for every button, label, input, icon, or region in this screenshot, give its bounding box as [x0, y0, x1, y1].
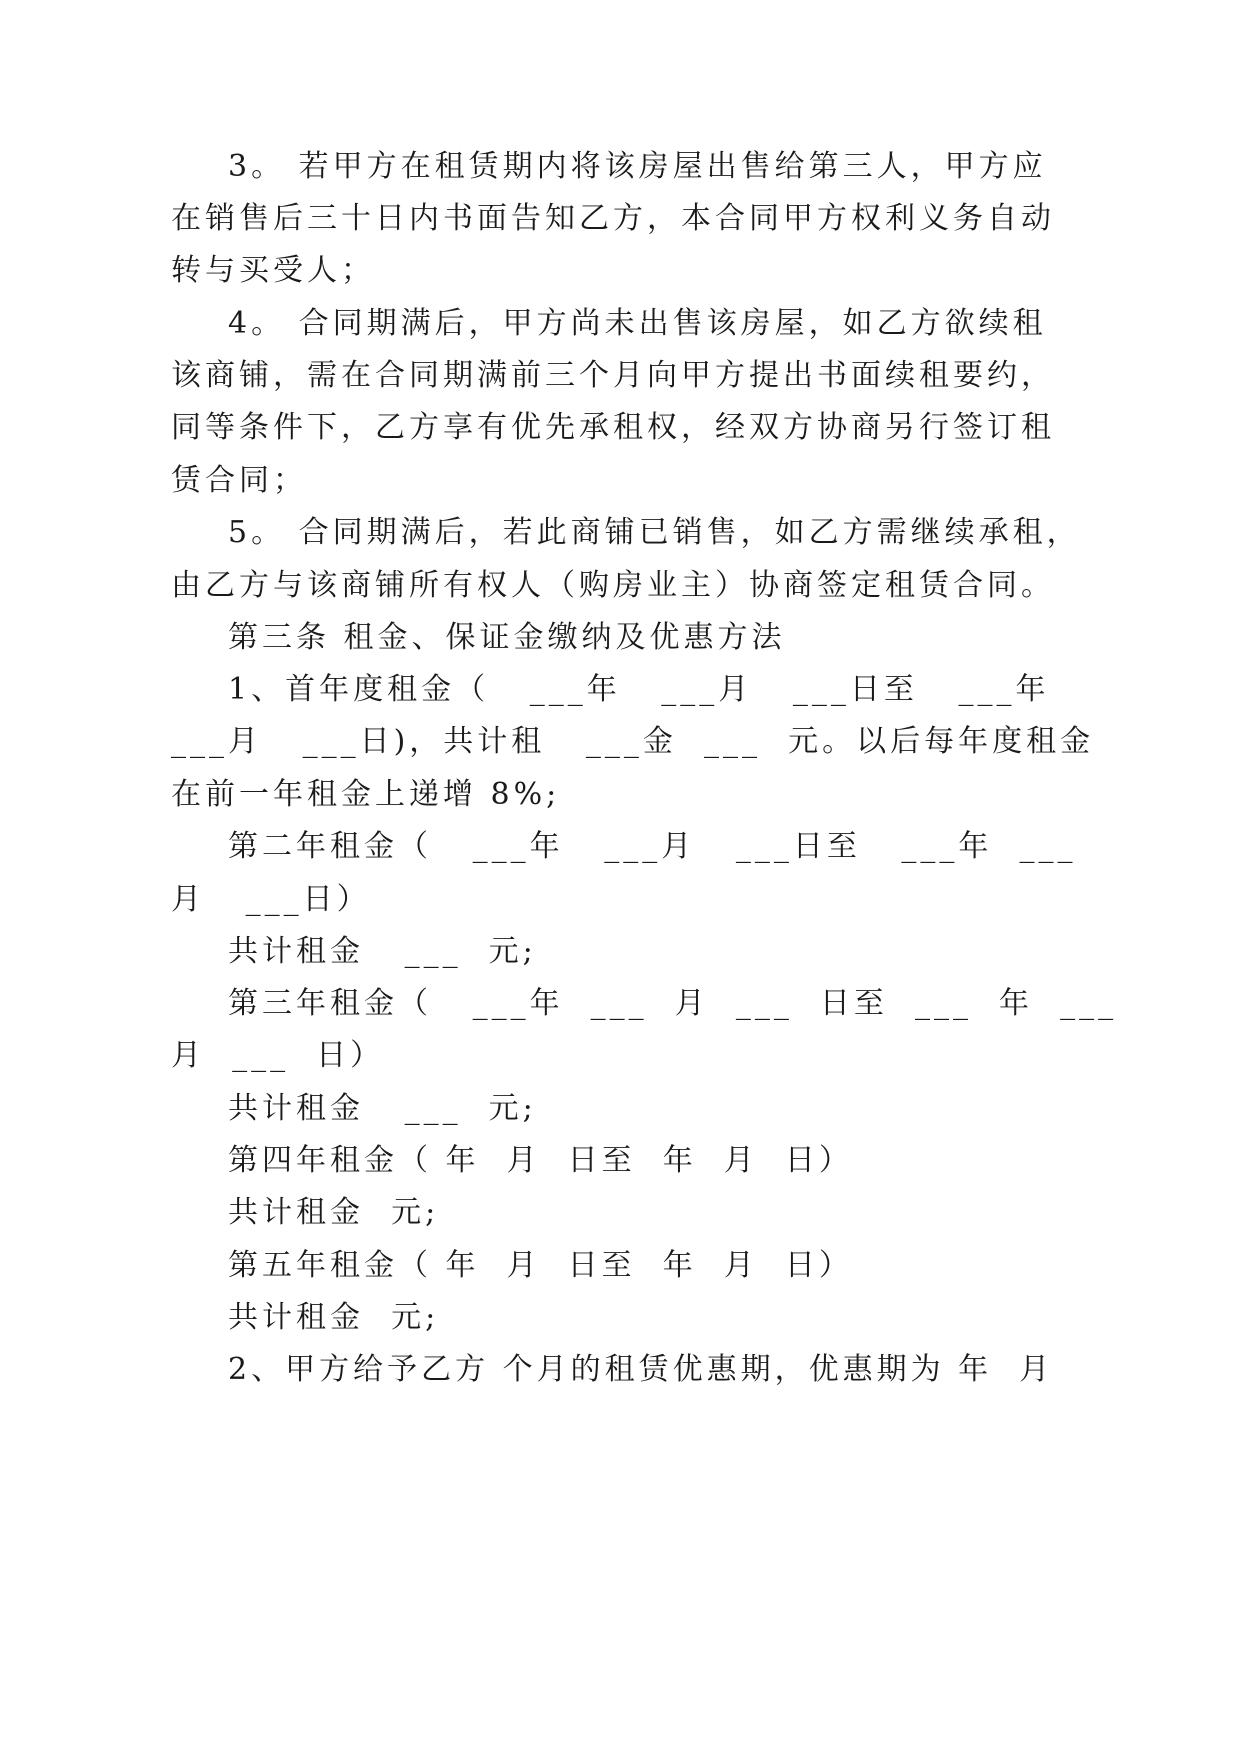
paragraph-line: 共计租金 元; — [228, 1300, 440, 1335]
paragraph-line: 共计租金 ___ 元; — [228, 1091, 537, 1126]
paragraph-line: 5。 合同期满后，若此商铺已销售，如乙方需继续承租， — [228, 515, 1081, 550]
paragraph-line: 月 ___ 日） — [171, 1038, 385, 1073]
paragraph-line: 赁合同； — [171, 463, 307, 498]
paragraph-line: 2、甲方给予乙方 个月的租赁优惠期，优惠期为 年 月 — [228, 1352, 1054, 1387]
paragraph-line: 第二年租金（ ___年 ___月 ___日至 ___年 ___ — [228, 829, 1077, 864]
paragraph-line: 第五年租金（ 年 月 日至 年 月 日） — [228, 1248, 853, 1283]
paragraph-line: 转与买受人； — [171, 253, 375, 288]
paragraph-line: 3。 若甲方在租赁期内将该房屋出售给第三人，甲方应 — [228, 149, 1047, 184]
paragraph-line: 第四年租金（ 年 月 日至 年 月 日） — [228, 1143, 853, 1178]
paragraph-line: 月 ___日） — [171, 882, 371, 917]
paragraph-line: ___月 ___日)，共计租 ___金 ___ 元。以后每年度租金 — [171, 724, 1095, 759]
paragraph-line: 在前一年租金上递增 8%; — [171, 777, 561, 812]
paragraph-line: 同等条件下，乙方享有优先承租权，经双方协商另行签订租 — [171, 410, 1055, 445]
paragraph-line: 1、首年度租金（ ___年 ___月 ___日至 ___年 — [228, 672, 1050, 707]
paragraph-line: 共计租金 元; — [228, 1195, 440, 1230]
paragraph-line: 第三年租金（ ___年 ___ 月 ___ 日至 ___ 年 ___ — [228, 986, 1118, 1021]
paragraph-line: 4。 合同期满后，甲方尚未出售该房屋，如乙方欲续租 — [228, 306, 1047, 341]
paragraph-line: 该商铺，需在合同期满前三个月向甲方提出书面续租要约， — [171, 358, 1055, 393]
paragraph-line: 共计租金 ___ 元; — [228, 934, 537, 969]
paragraph-line: 由乙方与该商铺所有权人（购房业主）协商签定租赁合同。 — [171, 568, 1055, 603]
section-heading: 第三条 租金、保证金缴纳及优惠方法 — [228, 620, 786, 655]
paragraph-line: 在销售后三十日内书面告知乙方，本合同甲方权利义务自动 — [171, 201, 1055, 236]
